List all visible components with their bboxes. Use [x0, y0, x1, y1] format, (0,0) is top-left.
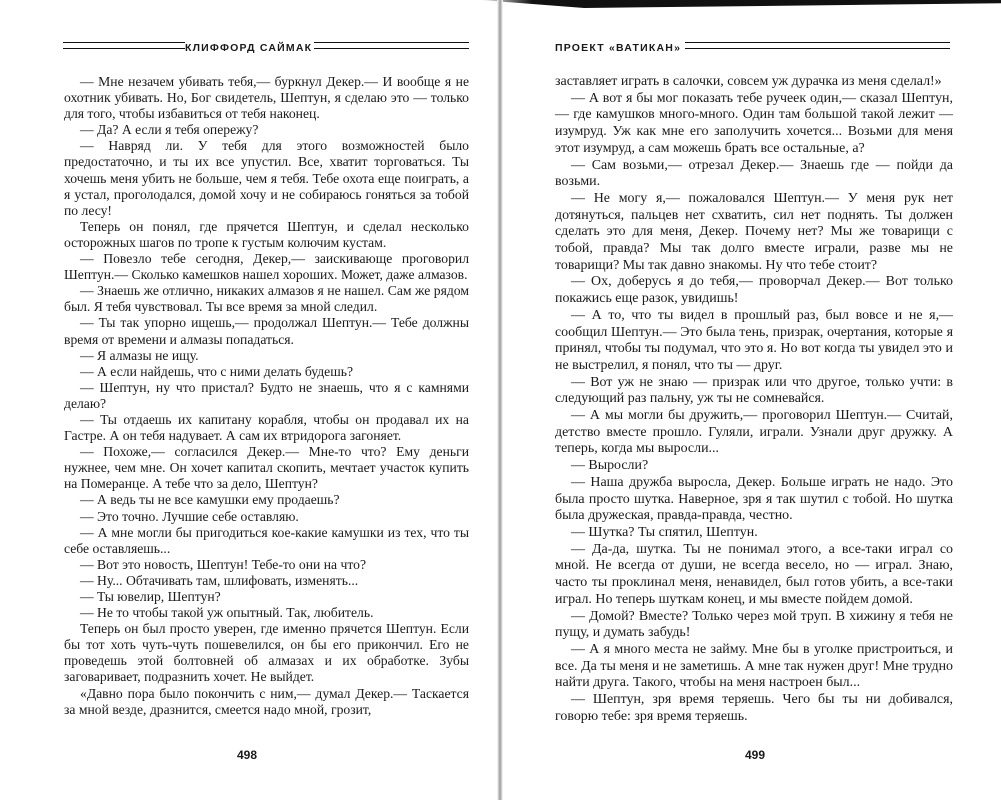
paragraph: — Повезло тебе сегодня, Декер,— заискивающе проговорил Шептун.— Сколько камешков нашел хороших. Может, даже алмазов.: [64, 251, 469, 283]
paragraph: — Не то чтобы такой уж опытный. Так, любитель.: [80, 605, 374, 621]
paragraph: — Навряд ли. У тебя для этого возможностей было предостаточно, и ты их все упустил. Все, хватит торговаться. Ты хочешь меня убить не больше, чем я тебя. Тебе охота еще поиграть, а я устал, проголодался, домой хочу и не собираюсь гоняться за тобой по лесу!: [64, 138, 469, 218]
paragraph: — Ты отдаешь их капитану корабля, чтобы он продавал их на Гастре. А он тебя надувает. А сам их втридорога загоняет.: [64, 411, 469, 444]
left-page: [0, 0, 500, 800]
paragraph: — Вот уж не знаю — призрак или что другое, только учти: в следующий раз пальну, уж ты не сомневайся.: [555, 374, 953, 407]
paragraph: «Давно пора было покончить с ним,— думал Декер.— Таскается за мной везде, дразнится, смеется надо мной, грозит,: [64, 685, 469, 717]
paragraph: — Выросли?: [571, 458, 649, 474]
paragraph: — Я алмазы не ищу.: [80, 347, 199, 363]
paragraph: — Сам возьми,— отрезал Декер.— Знаешь где — пойди да возьми.: [555, 157, 953, 190]
right-page: [500, 0, 1001, 800]
paragraph: — Не могу я,— пожаловался Шептун.— У меня рук нет дотянуться, пальцев нет схватить, сил нет поднять. Ты должен сделать это для меня, Декер. Почему нет? Мы же товарищи с тобой, правда? Мы так долго вместе играли, разве мы не товарищи? Мы так давно знакомы. Ну что тебе стоит?: [555, 190, 953, 273]
paragraph-continued: заставляет играть в салочки, совсем уж дурачка из меня сделал!»: [555, 74, 942, 89]
right-header-title: ПРОЕКТ «ВАТИКАН»: [555, 40, 685, 56]
paragraph: — А мне могли бы пригодиться кое-какие камушки из тех, что ты себе оставляешь...: [64, 524, 469, 556]
paragraph: — Домой? Вместе? Только через мой труп. В хижину я тебя не пущу, и думать забудь!: [555, 608, 953, 641]
paragraph: — Шутка? Ты спятил, Шептун.: [571, 524, 758, 540]
left-header-title: КЛИФФОРД САЙМАК: [185, 42, 313, 54]
paragraph: — А я много места не займу. Мне бы в уголке пристроиться, и все. Да ты меня и не заметишь. А мне так нужен друг! Мне трудно найти друга. Такого, чтобы на меня настроен был...: [555, 641, 953, 691]
paragraph: — Ох, доберусь я до тебя,— проворчал Декер.— Вот только покажись еще разок, увидишь!: [555, 274, 953, 307]
paragraph: — Похоже,— согласился Декер.— Мне-то что? Ему деньги нужнее, чем мне. Он хочет капитал скопить, мечтает участок купить на Померанце. А тебе что за дело, Шептун?: [64, 444, 469, 492]
paragraph: — А если найдешь, что с ними делать будешь?: [80, 363, 353, 379]
paragraph: — Наша дружба выросла, Декер. Больше играть не надо. Это была просто шутка. Наверное, зря я так шутил с тобой. Но шутка была дружеская, правда-правда, честно.: [555, 474, 953, 524]
paragraph: — Ты так упорно ищешь,— продолжал Шептун.— Тебе должны время от времени и алмазы попадаться.: [64, 315, 469, 347]
right-running-header: [555, 40, 950, 56]
paragraph: — А ведь ты не все камушки ему продаешь?: [80, 492, 340, 508]
left-page-number: 498: [237, 748, 258, 762]
paragraph: — Да? А если я тебя опережу?: [80, 122, 259, 138]
paragraph: Теперь он понял, где прячется Шептун, и сделал несколько осторожных шагов по тропе к густым колючим кустам.: [64, 218, 469, 250]
paragraph: — Шептун, ну что пристал? Будто не знаешь, что я с камнями делаю?: [64, 379, 469, 411]
paragraph: — А мы могли бы дружить,— проговорил Шептун.— Считай, детство вместе прошло. Гуляли, играли. Узнали друг дружку. А теперь, когда мы выросли...: [555, 408, 953, 457]
paragraph: — Вот это новость, Шептун! Тебе-то они на что?: [80, 556, 367, 572]
right-page-number: 499: [745, 748, 766, 762]
left-running-header: [63, 40, 469, 56]
paragraph: — Знаешь же отлично, никаких алмазов я не нашел. Сам же рядом был. Я тебя чувствовал. Ты все время за мной следил.: [64, 283, 469, 315]
paragraph: — Ты ювелир, Шептун?: [80, 589, 221, 604]
paragraph: Теперь он был просто уверен, где именно прячется Шептун. Если бы тот хоть чуть-чуть пошевелился, он бы его прикончил. Его не проведешь этой болтовней об алмазах и их обработке. Зубы заговаривает, подразнить хочет. Не выйдет.: [64, 621, 469, 685]
paragraph: — Да-да, шутка. Ты не понимал этого, а все-таки играл со мной. Не всегда от души, не всегда весело, но — играл. Знаю, часто ты проклинал меня, ненавидел, был готов убить, а все-таки играл. Но теперь шуткам конец, и мы вместе пойдем домой.: [555, 541, 953, 607]
paragraph: — Мне незачем убивать тебя,— буркнул Декер.— И вообще я не охотник убивать. Но, Бог свидетель, Шептун, я сделаю это — только для того, чтобы избавиться от тебя наконец.: [64, 74, 469, 122]
paragraph: — А вот я бы мог показать тебе ручеек один,— сказал Шептун,— где камушков много-много. Один там большой такой лежит — изумруд. Уж как мне его заполучить хочется... Возьми для меня этот изумруд, а сам можешь брать все остальные, а?: [555, 90, 953, 156]
paragraph: — А то, что ты видел в прошлый раз, был вовсе и не я,— сообщил Шептун.— Это была тень, призрак, очертания, которые я принял, чтобы ты подумал, что это я. Но вот когда ты увидел это и не выстрелил, я понял, что ты — друг.: [555, 307, 953, 373]
left-body-text: [64, 74, 469, 718]
paragraph: — Шептун, зря время теряешь. Чего бы ты ни добивался, говорю тебе: зря время теряешь.: [555, 692, 953, 724]
right-body-text: [555, 74, 953, 725]
paragraph: — Ну... Обтачивать там, шлифовать, изменять...: [80, 572, 359, 588]
paragraph: — Это точно. Лучшие себе оставляю.: [80, 508, 299, 524]
